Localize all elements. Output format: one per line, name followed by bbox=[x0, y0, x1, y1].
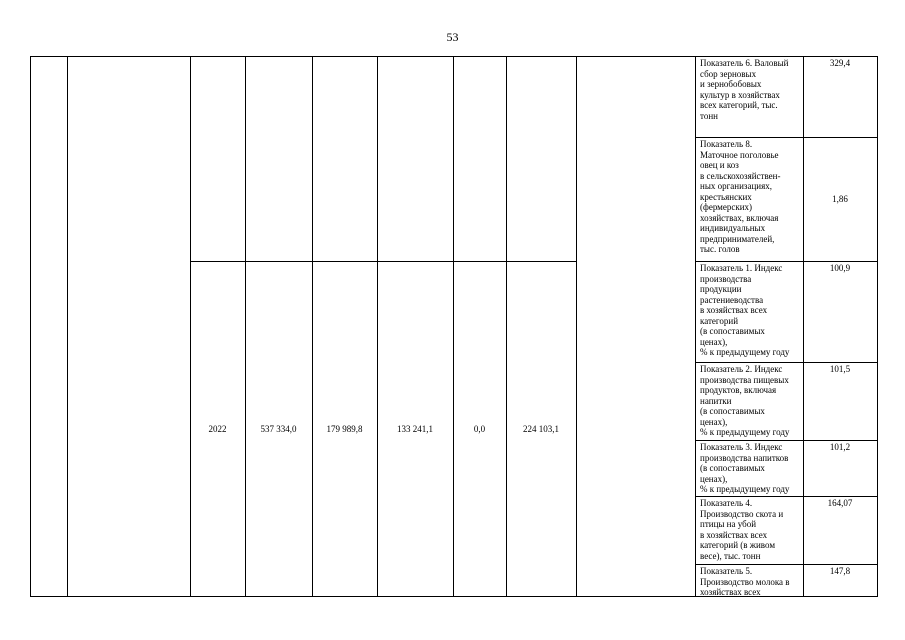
indicator-text: Показатель 6. Валовый сбор зерновых и зернобобовых культур в хозяйствах всех категорий, тыс. тонн bbox=[700, 58, 789, 121]
page-number: 53 bbox=[446, 30, 459, 44]
indicator-divider bbox=[695, 496, 877, 497]
table-border-top bbox=[30, 56, 878, 57]
indicator-text: Показатель 3. Индекс производства напитков (в сопоставимых ценах), % к предыдущему году bbox=[700, 442, 790, 494]
row-divider-year bbox=[190, 261, 576, 262]
indicator-value: 147,8 bbox=[829, 566, 851, 576]
col-line bbox=[576, 56, 577, 597]
col-line bbox=[506, 56, 507, 597]
col-line bbox=[190, 56, 191, 597]
indicator-text: Показатель 2. Индекс производства пищевых продуктов, включая напитки (в сопоставимых ценах), % к предыдущему году bbox=[700, 364, 790, 437]
col-line bbox=[312, 56, 313, 597]
indicator-value: 100,9 bbox=[829, 263, 851, 273]
col-line bbox=[30, 56, 31, 597]
indicator-value: 101,2 bbox=[829, 442, 851, 452]
year-cell: 2022 bbox=[208, 424, 227, 434]
indicator-divider bbox=[695, 564, 877, 565]
indicator-divider bbox=[695, 362, 877, 363]
col-line bbox=[877, 56, 878, 597]
indicator-text: Показатель 1. Индекс производства продукции растениеводства в хозяйствах всех категорий (в сопоставимых ценах), % к предыдущему году bbox=[700, 263, 790, 357]
indicator-text: Показатель 8. Маточное поголовье овец и коз в сельскохозяйствен- ных организациях, крестьянских (фермерских) хозяйствах, включая индивидуальных предпринимателей, тыс. голов bbox=[700, 139, 781, 254]
indicator-value: 329,4 bbox=[829, 58, 851, 68]
data-table bbox=[30, 56, 878, 597]
indicator-divider bbox=[695, 137, 877, 138]
indicator-text: Показатель 5. Производство молока в хозяйствах всех bbox=[700, 566, 790, 597]
indicator-value: 101,5 bbox=[829, 364, 851, 374]
indicator-value: 164,07 bbox=[827, 498, 853, 508]
col-line bbox=[453, 56, 454, 597]
value-cell: 179 989,8 bbox=[326, 424, 363, 434]
indicator-divider bbox=[695, 440, 877, 441]
indicator-divider bbox=[695, 261, 877, 262]
value-cell: 133 241,1 bbox=[397, 424, 433, 434]
col-line bbox=[377, 56, 378, 597]
value-cell: 0,0 bbox=[473, 424, 486, 434]
col-line bbox=[245, 56, 246, 597]
col-line bbox=[67, 56, 68, 597]
value-cell: 537 334,0 bbox=[260, 424, 297, 434]
indicator-value: 1,86 bbox=[832, 194, 848, 204]
value-cell: 224 103,1 bbox=[523, 424, 559, 434]
indicator-text: Показатель 4. Производство скота и птицы на убой в хозяйствах всех категорий (в живом весе), тыс. тонн bbox=[700, 498, 784, 561]
